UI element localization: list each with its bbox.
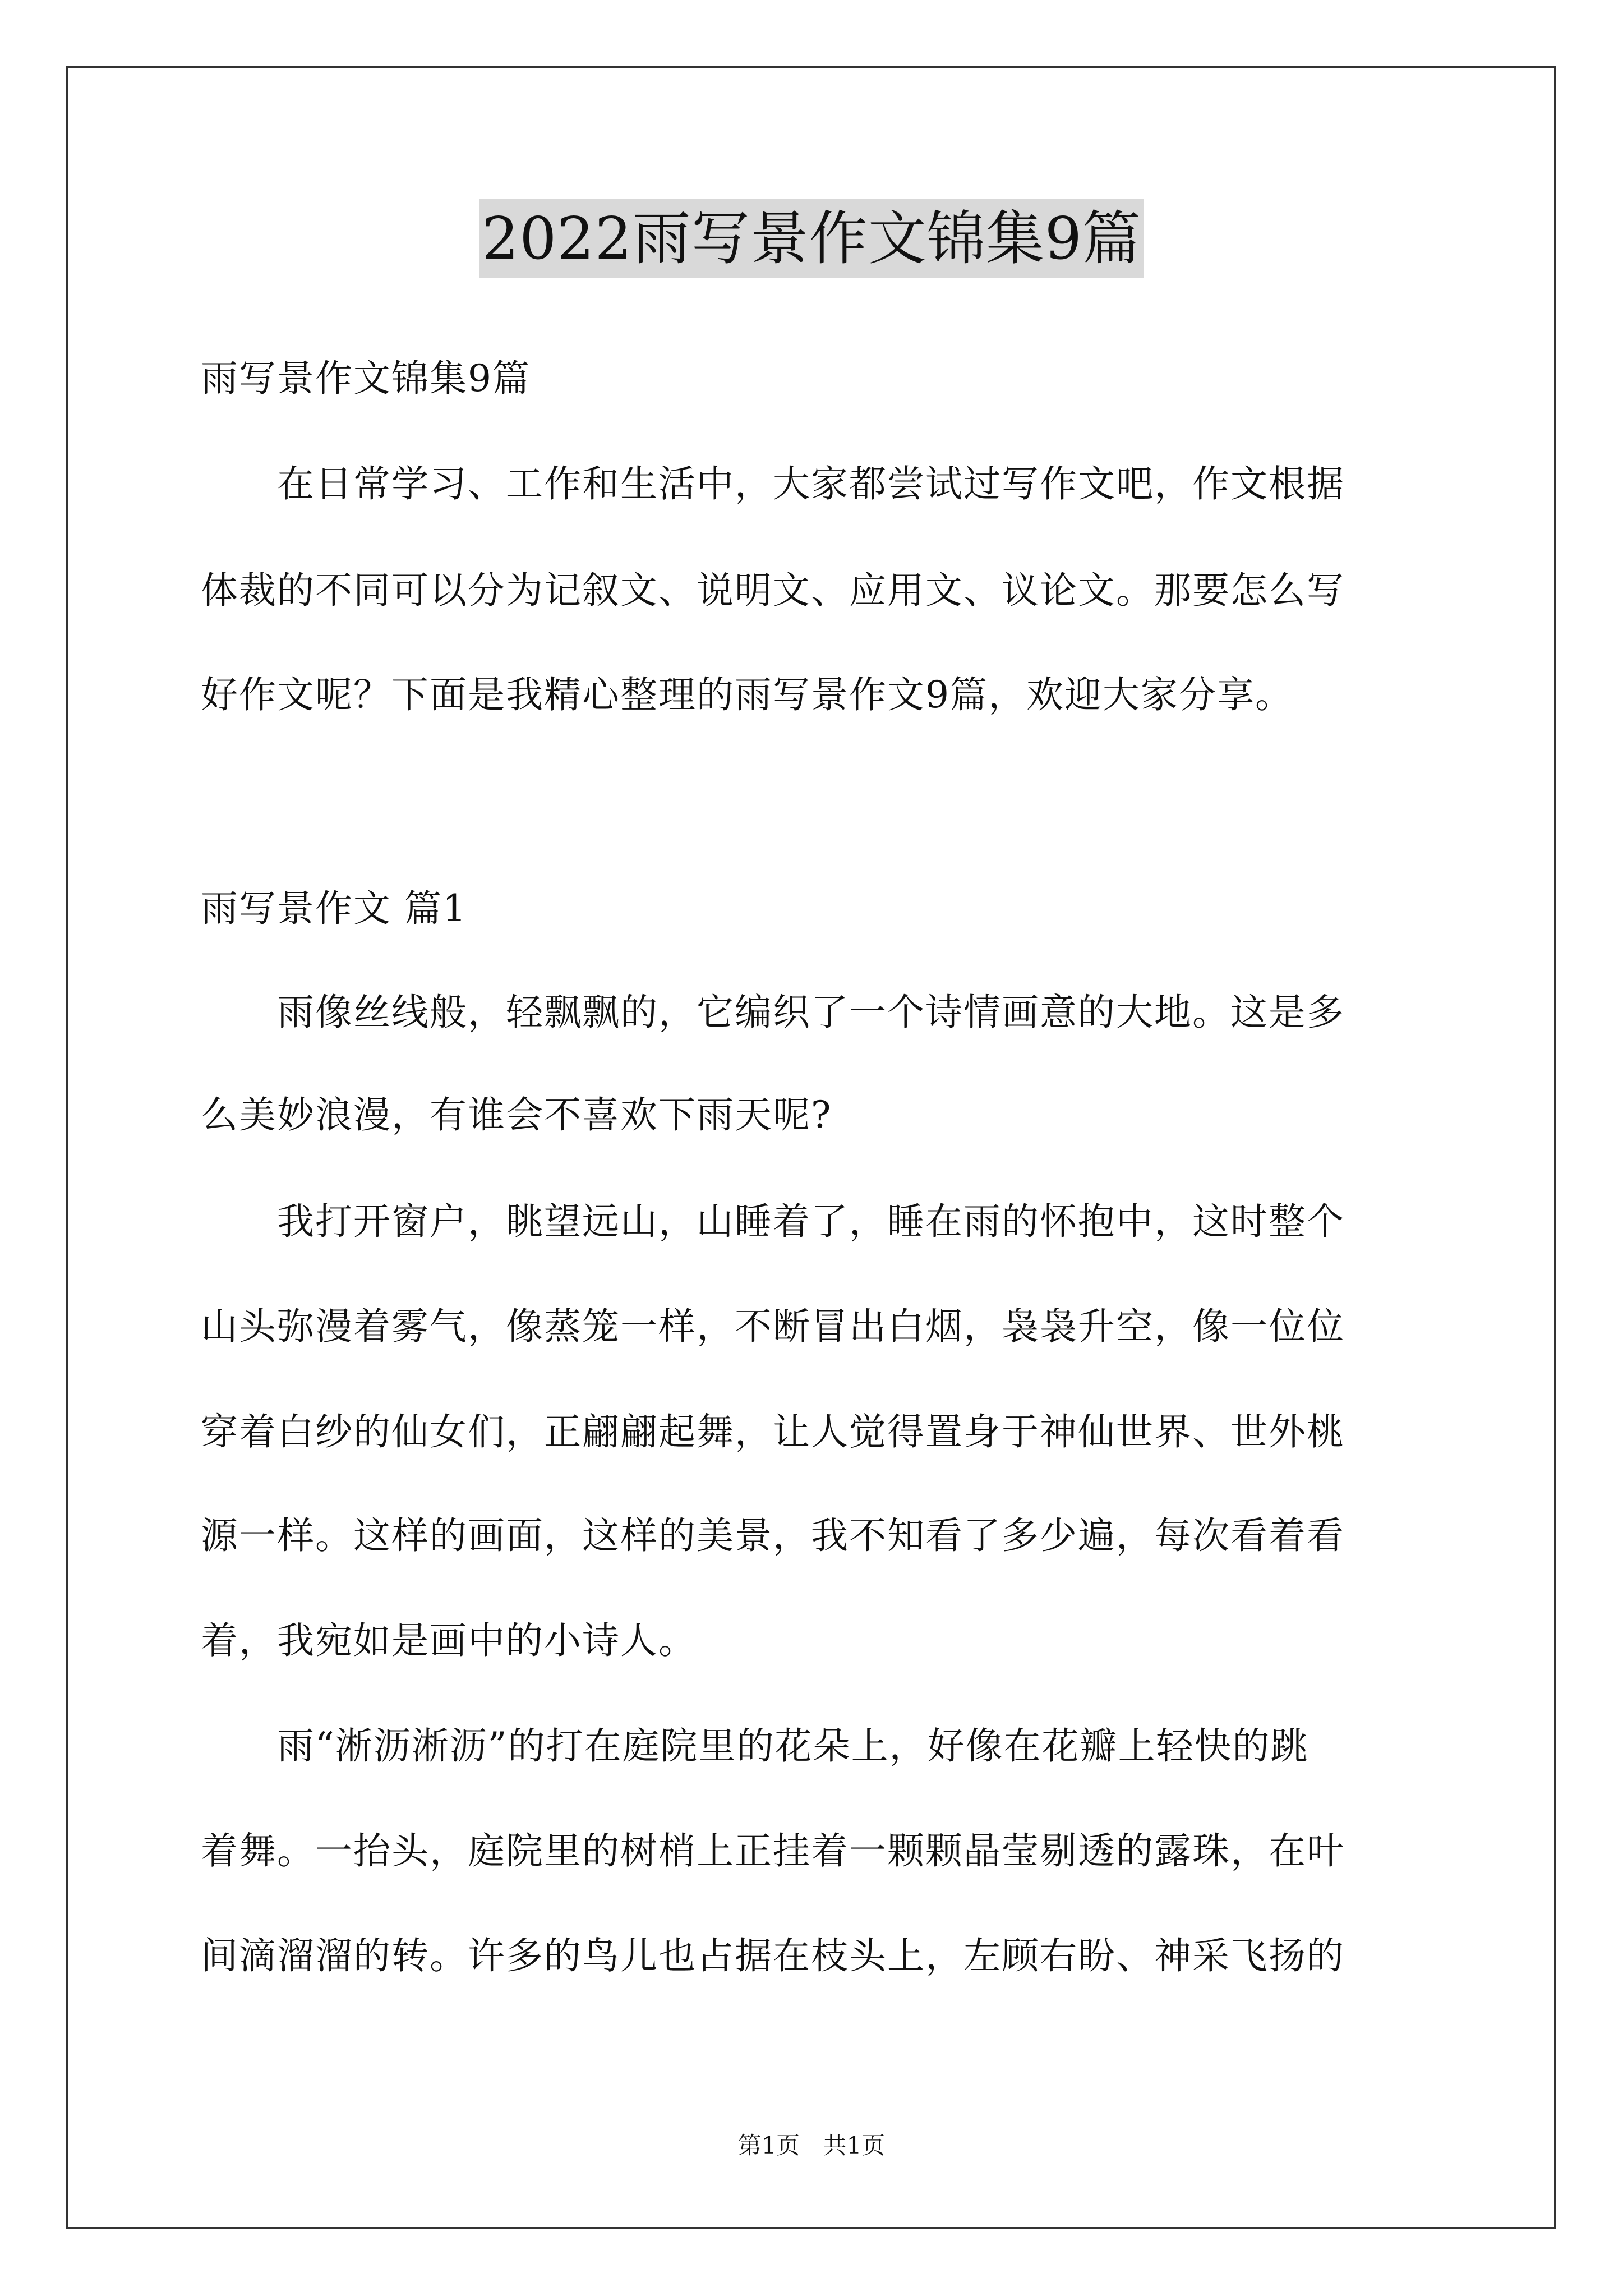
page-footer — [0, 2129, 1623, 2162]
body-line: 山头弥漫着雾气，像蒸笼一样，不断冒出白烟，袅袅升空，像一位位 — [201, 1305, 1345, 1348]
body-line: 么美妙浪漫，有谁会不喜欢下雨天呢? — [201, 1093, 832, 1137]
section-heading: 雨写景作文 篇1 — [201, 887, 467, 930]
intro-line: 在日常学习、工作和生活中，大家都尝试过写作文吧，作文根据 — [201, 462, 1345, 505]
title-container — [0, 199, 1623, 278]
intro-line: 体裁的不同可以分为记叙文、说明文、应用文、议论文。那要怎么写 — [201, 569, 1345, 612]
page-total: 共1页 — [823, 2132, 886, 2159]
body-line: 雨“淅沥淅沥”的打在庭院里的花朵上，好像在花瓣上轻快的跳 — [201, 1724, 1309, 1768]
page-number: 第1页 — [737, 2132, 800, 2159]
body-line: 我打开窗户，眺望远山，山睡着了，睡在雨的怀抱中，这时整个 — [201, 1200, 1345, 1243]
intro-line: 好作文呢？下面是我精心整理的雨写景作文9篇，欢迎大家分享。 — [201, 673, 1293, 716]
body-line: 着舞。一抬头，庭院里的树梢上正挂着一颗颗晶莹剔透的露珠，在叶 — [201, 1829, 1345, 1872]
body-line: 雨像丝线般，轻飘飘的，它编织了一个诗情画意的大地。这是多 — [201, 991, 1345, 1034]
body-line: 间滴溜溜的转。许多的鸟儿也占据在枝头上，左顾右盼、神采飞扬的 — [201, 1934, 1345, 1977]
body-line: 源一样。这样的画面，这样的美景，我不知看了多少遍，每次看着看 — [201, 1514, 1345, 1557]
document-subtitle: 雨写景作文锦集9篇 — [201, 357, 531, 400]
document-title: 2022雨写景作文锦集9篇 — [479, 199, 1144, 278]
body-line: 着，我宛如是画中的小诗人。 — [201, 1619, 697, 1662]
body-line: 穿着白纱的仙女们，正翩翩起舞，让人觉得置身于神仙世界、世外桃 — [201, 1410, 1345, 1453]
